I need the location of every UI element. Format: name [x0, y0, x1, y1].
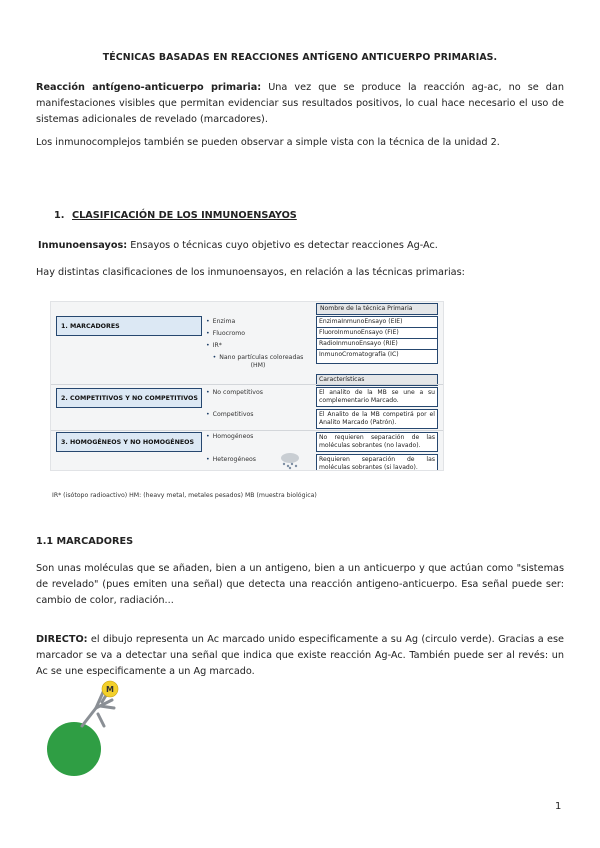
bullet-ir: • IR* — [206, 342, 222, 349]
antigen-circle — [47, 722, 101, 776]
bullet-competitivos: • Competitivos — [206, 411, 254, 418]
tecnica-fie: FluoroInmunoEnsayo (FIE) — [317, 328, 437, 339]
intro-paragraph — [36, 80, 564, 128]
no-competitivos-desc: El analito de la MB se une a su complementario Marcado. — [316, 387, 438, 407]
clasificaciones-paragraph: Hay distintas clasificaciones de los inmunoensayos, en relación a las técnicas primarias: — [36, 267, 465, 278]
bullet-heterogeneos: • Heterogéneos — [206, 456, 257, 463]
wash-cloud-icon — [279, 452, 301, 470]
section-1-number: 1. — [54, 210, 65, 221]
page-title: TÉCNICAS BASADAS EN REACCIONES ANTÍGENO ANTICUERPO PRIMARIAS. — [102, 52, 498, 63]
inmunoensayos-paragraph — [38, 238, 566, 254]
divider — [51, 430, 443, 431]
bullet-fluocromo: • Fluocromo — [206, 330, 246, 337]
directo-text: el dibujo representa un Ac marcado unido especificamente a su Ag (circulo verde). Gracias a ese marcador se va a detectar una señal que indica que existe reacción Ag-Ac. También puede ser al revés: un Ac se une especificamente a un Ag marcado. — [36, 634, 564, 677]
figure-caption: IR* (isótopo radioactivo) HM: (heavy metal, metales pesados) MB (muestra biológica) — [52, 492, 317, 499]
marker-label: M — [106, 685, 114, 694]
category-homogeneos: 3. HOMOGÉNEOS Y NO HOMOGÉNEOS — [56, 432, 202, 452]
category-marcadores: 1. MARCADORES — [56, 316, 202, 336]
divider — [51, 384, 443, 385]
bullet-homogeneos: • Homogéneos — [206, 433, 254, 440]
caracteristicas-header: Características — [316, 374, 438, 386]
bullet-nanoparticulas: • Nano partículas coloreadas (HM) — [212, 354, 304, 369]
inmunocomplejos-paragraph: Los inmunocomplejos también se pueden observar a simple vista con la técnica de la unidad 2. — [36, 137, 500, 148]
table-header: Nombre de la técnica Primaria — [316, 303, 438, 315]
category-competitivos: 2. COMPETITIVOS Y NO COMPETITIVOS — [56, 388, 202, 408]
intro-label: Reacción antígeno-anticuerpo primaria: — [36, 82, 262, 93]
section-1-1-heading: 1.1 MARCADORES — [36, 536, 134, 547]
bullet-no-competitivos: • No competitivos — [206, 389, 263, 396]
competitivos-desc: El Analito de la MB competirá por el Analito Marcado (Patrón). — [316, 409, 438, 429]
intro-text: Una vez que se produce la reacción ag-ac, no se dan manifestaciones visibles que permitan evidenciar sus resultados positivos, lo cual hace necesario el uso de sistemas adicionales de revelado (marcadores). — [36, 82, 564, 125]
tecnica-ic: InmunoCromatografía (IC) — [319, 351, 399, 358]
section-1-title: CLASIFICACIÓN DE LOS INMUNOENSAYOS — [72, 210, 297, 221]
page-number: 1 — [555, 801, 562, 812]
inmunoensayos-label: Inmunoensayos: — [38, 240, 128, 251]
antigen-antibody-diagram — [44, 678, 144, 780]
tecnica-rie: RadioInmunoEnsayo (RIE) — [317, 339, 437, 350]
bullet-enzima: • Enzima — [206, 318, 236, 325]
inmunoensayos-text: Ensayos o técnicas cuyo objetivo es detectar reacciones Ag-Ac. — [127, 240, 438, 251]
classification-figure — [50, 301, 444, 471]
directo-label: DIRECTO: — [36, 634, 88, 645]
section-1-heading — [54, 210, 297, 221]
tecnica-eie: EnzimaInmunoEnsayo (EIE) — [317, 317, 437, 328]
homogeneos-desc: No requieren separación de las moléculas sobrantes (no lavado). — [316, 432, 438, 452]
tecnicas-box — [316, 316, 438, 364]
heterogeneos-desc: Requieren separación de las moléculas sobrantes (si lavado). — [316, 454, 438, 470]
directo-paragraph — [36, 632, 564, 680]
marcadores-paragraph: Son unas moléculas que se añaden, bien a un antigeno, bien a un anticuerpo y que actúan como "sistemas de revelado" (pues emiten una señal) que detecta una reacción antigeno-anticuerpo. Esa señal puede ser: cambio de color, radiación... — [36, 563, 564, 606]
